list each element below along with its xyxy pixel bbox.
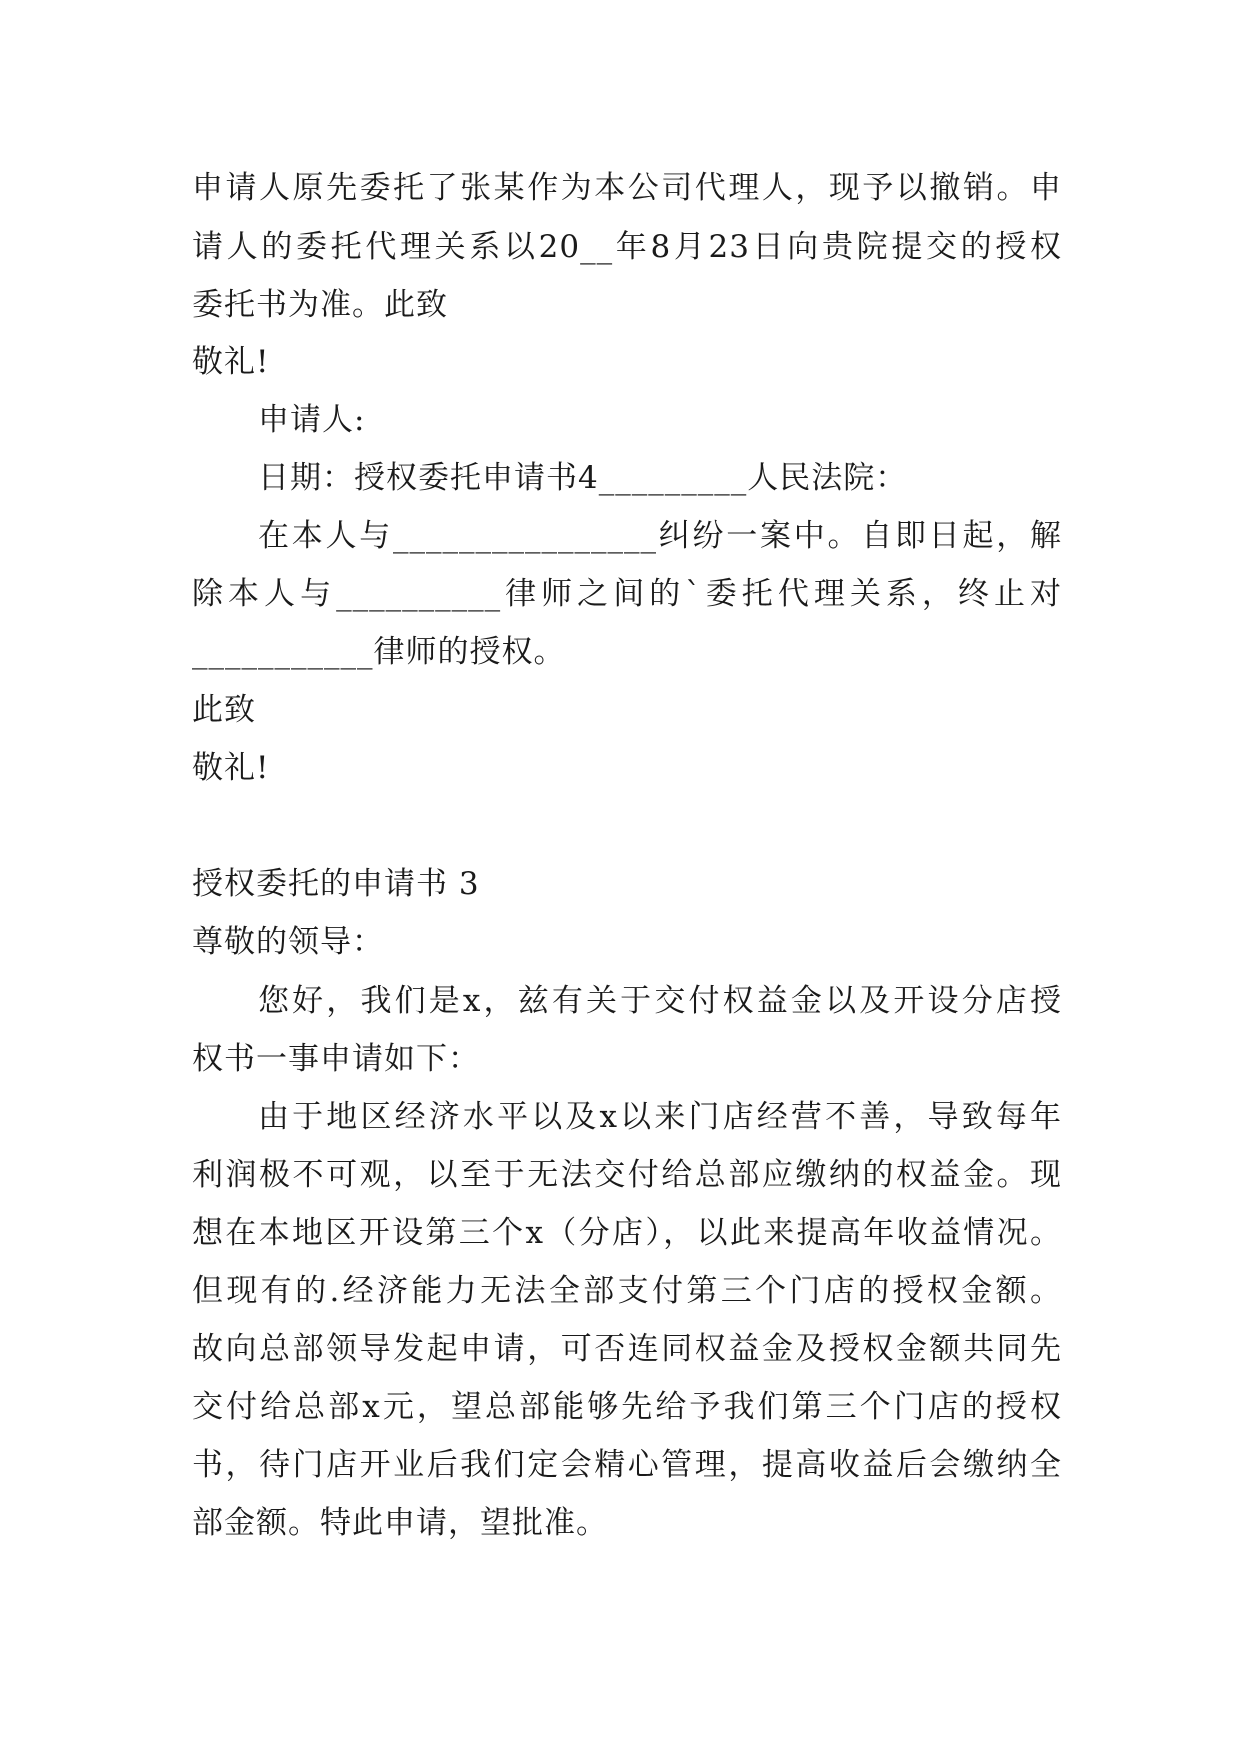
applicant-label: 申请人: — [258, 402, 366, 438]
paragraph-line: 交付给总部x元，望总部能够先给予我们第三个门店的授权 — [192, 1389, 1062, 1425]
section-title: 授权委托的申请书 3 — [192, 866, 480, 902]
date-line: 日期：授权委托申请书4_________人民法院： — [258, 460, 908, 496]
greeting: 尊敬的领导： — [192, 924, 384, 960]
paragraph-line: ___________律师的授权。 — [192, 634, 566, 670]
paragraph-line: 在本人与________________纠纷一案中。自即日起，解 — [258, 518, 1062, 554]
paragraph-line: 权书一事申请如下： — [192, 1041, 480, 1077]
paragraph-line: 想在本地区开设第三个x（分店），以此来提高年收益情况。 — [192, 1215, 1062, 1251]
paragraph-line: 由于地区经济水平以及x以来门店经营不善，导致每年 — [258, 1099, 1062, 1135]
paragraph-line: 书，待门店开业后我们定会精心管理，提高收益后会缴纳全 — [192, 1447, 1062, 1483]
closing-salutation: 敬礼! — [192, 344, 270, 380]
paragraph-line: 利润极不可观，以至于无法交付给总部应缴纳的权益金。现 — [192, 1157, 1062, 1193]
paragraph-line: 申请人原先委托了张某作为本公司代理人，现予以撤销。申 — [192, 170, 1062, 206]
closing-line: 此致 — [192, 692, 256, 728]
paragraph-line: 但现有的.经济能力无法全部支付第三个门店的授权金额。 — [192, 1273, 1062, 1309]
paragraph-line: 您好，我们是x，兹有关于交付权益金以及开设分店授 — [258, 983, 1062, 1019]
paragraph-line: 请人的委托代理关系以20__年8月23日向贵院提交的授权 — [192, 229, 1062, 265]
paragraph-line: 故向总部领导发起申请，可否连同权益金及授权金额共同先 — [192, 1331, 1062, 1367]
closing-salutation: 敬礼! — [192, 750, 270, 786]
paragraph-line: 部金额。特此申请，望批准。 — [192, 1505, 608, 1541]
paragraph-line: 委托书为准。此致 — [192, 287, 448, 323]
paragraph-line: 除本人与__________律师之间的`委托代理关系，终止对 — [192, 576, 1062, 612]
